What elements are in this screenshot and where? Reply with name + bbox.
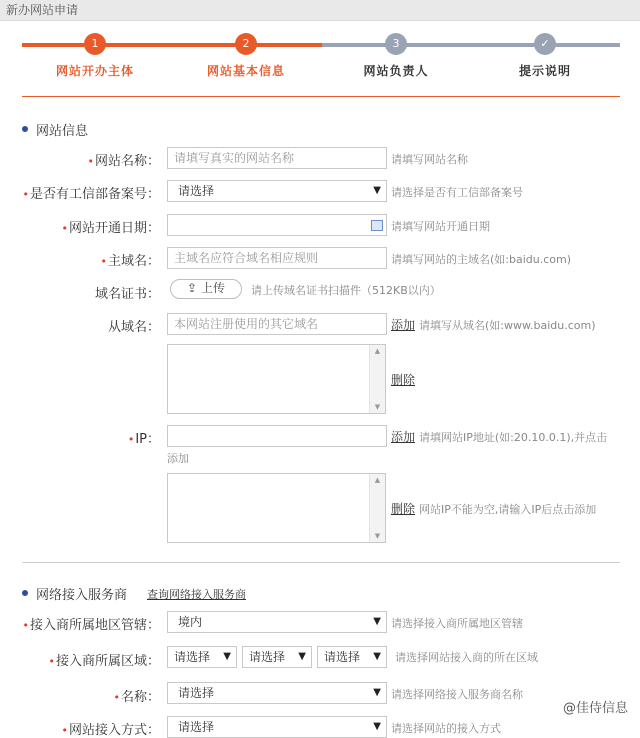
region-mgmt-value: 境内 bbox=[178, 615, 203, 629]
ip-label: •IP： bbox=[127, 432, 160, 447]
cert-label: 域名证书： bbox=[94, 287, 160, 302]
region-mgmt-select[interactable] bbox=[167, 611, 387, 633]
ip-hint: 请填网站IP地址(如:20.10.0.1),并点击 bbox=[419, 431, 608, 444]
icp-label: •是否有工信部备案号： bbox=[22, 187, 160, 202]
open-date-input[interactable] bbox=[167, 214, 387, 236]
open-date-label: •网站开通日期： bbox=[61, 221, 160, 236]
progress-steps bbox=[0, 26, 640, 86]
scroll-up-icon[interactable]: ▲ bbox=[374, 476, 381, 484]
chevron-down-icon: ▼ bbox=[223, 651, 231, 662]
region-city-select[interactable] bbox=[242, 646, 312, 668]
chevron-down-icon: ▼ bbox=[373, 616, 381, 627]
sub-domain-label: 从域名： bbox=[107, 320, 160, 335]
scroll-down-icon[interactable]: ▼ bbox=[374, 403, 381, 411]
step-1-label: 网站开办主体 bbox=[55, 64, 134, 78]
step-2-label: 网站基本信息 bbox=[206, 64, 285, 78]
region-hint: 请选择网站接入商的所在区域 bbox=[395, 651, 538, 664]
chevron-down-icon: ▼ bbox=[373, 721, 381, 732]
region-district-select[interactable] bbox=[317, 646, 387, 668]
ip-input[interactable] bbox=[167, 425, 387, 447]
upload-icon: ⇪ bbox=[187, 281, 198, 295]
access-value: 请选择 bbox=[178, 720, 215, 734]
icp-select-value: 请选择 bbox=[178, 184, 215, 198]
ip-delete-hint: 网站IP不能为空,请输入IP后点击添加 bbox=[419, 503, 597, 516]
step-3-label: 网站负责人 bbox=[363, 64, 429, 78]
icp-hint: 请选择是否有工信部备案号 bbox=[391, 186, 523, 199]
sub-domain-input[interactable]: 本网站注册使用的其它域名 bbox=[167, 313, 387, 335]
upload-button-label: 上传 bbox=[200, 281, 225, 295]
domain-label: •主域名： bbox=[100, 254, 160, 269]
provider-name-label: •名称： bbox=[113, 690, 160, 705]
access-select[interactable] bbox=[167, 716, 387, 738]
ip-delete-link[interactable]: 删除 bbox=[391, 502, 416, 516]
region-district-value: 请选择 bbox=[324, 650, 361, 664]
step-line-todo bbox=[322, 43, 620, 47]
step-2-circle: 2 bbox=[235, 33, 257, 55]
section-divider bbox=[22, 562, 620, 563]
section-title-provider: 网络接入服务商 bbox=[36, 588, 128, 603]
sub-domain-hint: 请填写从域名(如:www.baidu.com) bbox=[419, 319, 596, 332]
region-province-value: 请选择 bbox=[174, 650, 211, 664]
site-name-hint: 请填写网站名称 bbox=[391, 153, 468, 166]
chevron-down-icon: ▼ bbox=[373, 687, 381, 698]
upload-button[interactable] bbox=[170, 279, 242, 299]
header-divider bbox=[22, 96, 620, 97]
site-name-label: •网站名称： bbox=[87, 154, 160, 169]
step-4-label: 提示说明 bbox=[518, 64, 571, 78]
domain-input[interactable]: 主域名应符合域名相应规则 bbox=[167, 247, 387, 269]
section-title-website-info: 网站信息 bbox=[36, 124, 89, 139]
open-date-hint: 请填写网站开通日期 bbox=[391, 220, 490, 233]
window-titlebar bbox=[0, 0, 640, 21]
watermark: @佳侍信息 bbox=[562, 701, 628, 716]
scroll-up-icon[interactable]: ▲ bbox=[374, 347, 381, 355]
region-mgmt-label: •接入商所属地区管辖： bbox=[22, 618, 160, 633]
domain-hint: 请填写网站的主域名(如:baidu.com) bbox=[391, 253, 572, 266]
step-1-circle: 1 bbox=[84, 33, 106, 55]
region-city-value: 请选择 bbox=[249, 650, 286, 664]
window-title: 新办网站申请 bbox=[6, 3, 79, 17]
provider-name-value: 请选择 bbox=[178, 686, 215, 700]
query-provider-link[interactable]: 查询网络接入服务商 bbox=[147, 588, 246, 601]
region-province-select[interactable] bbox=[167, 646, 237, 668]
ip-list-scrollbar[interactable] bbox=[369, 474, 385, 542]
access-hint: 请选择网站的接入方式 bbox=[391, 722, 501, 735]
step-4-check-icon: ✓ bbox=[534, 33, 556, 55]
icp-select[interactable] bbox=[167, 180, 387, 202]
step-line-done bbox=[22, 43, 322, 47]
provider-name-select[interactable] bbox=[167, 682, 387, 704]
provider-name-hint: 请选择网络接入服务商名称 bbox=[391, 688, 523, 701]
site-name-input[interactable]: 请填写真实的网站名称 bbox=[167, 147, 387, 169]
calendar-icon[interactable] bbox=[371, 220, 383, 231]
ip-add-link[interactable]: 添加 bbox=[391, 430, 416, 444]
sub-domain-list-scrollbar[interactable] bbox=[369, 345, 385, 413]
step-3-circle: 3 bbox=[385, 33, 407, 55]
ip-hint-wrap: 添加 bbox=[167, 452, 189, 465]
section-bullet-icon bbox=[22, 590, 28, 596]
ip-list[interactable] bbox=[167, 473, 386, 543]
region-label: •接入商所属区域： bbox=[48, 654, 160, 669]
region-mgmt-hint: 请选择接入商所属地区管辖 bbox=[391, 617, 523, 630]
sub-domain-add-link[interactable]: 添加 bbox=[391, 318, 416, 332]
cert-hint: 请上传域名证书扫描件（512KB以内） bbox=[251, 284, 441, 297]
chevron-down-icon: ▼ bbox=[298, 651, 306, 662]
chevron-down-icon: ▼ bbox=[373, 185, 381, 196]
section-bullet-icon bbox=[22, 126, 28, 132]
access-label: •网站接入方式： bbox=[61, 723, 160, 738]
sub-domain-delete-link[interactable]: 删除 bbox=[391, 373, 416, 387]
scroll-down-icon[interactable]: ▼ bbox=[374, 532, 381, 540]
chevron-down-icon: ▼ bbox=[373, 651, 381, 662]
sub-domain-list[interactable] bbox=[167, 344, 386, 414]
